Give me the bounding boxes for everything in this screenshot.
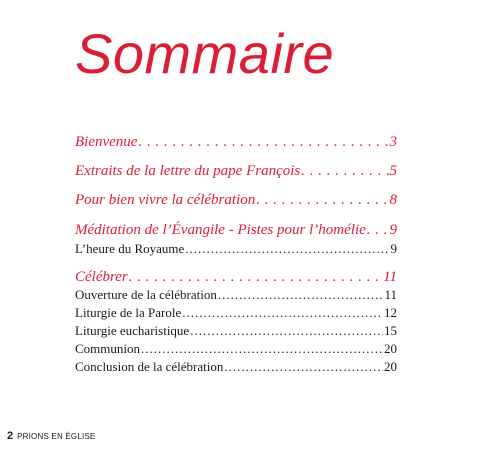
toc-entry-extraits[interactable] xyxy=(75,163,397,180)
dot-leader xyxy=(141,341,383,357)
toc-entry-label: Pour bien vivre la célébration xyxy=(75,192,256,208)
toc-entry-label: Célébrer xyxy=(75,269,128,285)
toc-entry-page: 12 xyxy=(384,305,397,320)
toc-entry-page: 20 xyxy=(384,341,397,356)
toc-entry-page: 15 xyxy=(384,323,397,338)
toc-entry-label: Liturgie de la Parole xyxy=(75,305,182,320)
toc-entry-page: 3 xyxy=(389,134,397,150)
toc-subentry-ouverture[interactable] xyxy=(75,287,397,303)
toc-entry-pour-bien-vivre[interactable] xyxy=(75,192,397,209)
toc-entry-label: Extraits de la lettre du pape François xyxy=(75,163,301,179)
dot-leader xyxy=(256,192,388,209)
toc-entry-bienvenue[interactable] xyxy=(75,134,397,151)
toc-entry-label: Bienvenue xyxy=(75,134,138,150)
dot-leader xyxy=(301,163,388,180)
toc-entry-label: Ouverture de la célébration xyxy=(75,287,217,302)
toc-subentry-liturgie-eucharistique[interactable] xyxy=(75,323,397,339)
dot-leader xyxy=(190,323,383,339)
toc-entry-page: 11 xyxy=(384,287,397,302)
dot-leader xyxy=(182,305,383,321)
dot-leader xyxy=(224,359,383,375)
toc-entry-page: 11 xyxy=(383,269,397,285)
toc-entry-label: L’heure du Royaume xyxy=(75,241,185,256)
toc-entry-page: 9 xyxy=(389,222,397,238)
dot-leader xyxy=(185,241,389,257)
publication-name: PRIONS EN ÉGLISE xyxy=(17,432,96,441)
dot-leader xyxy=(129,269,382,286)
dot-leader xyxy=(218,287,384,303)
dot-leader xyxy=(138,134,388,151)
page-footer xyxy=(7,430,95,442)
toc-entry-page: 9 xyxy=(390,241,397,256)
toc-entry-meditation[interactable] xyxy=(75,222,397,239)
toc-entry-label: Conclusion de la célébration xyxy=(75,359,224,374)
toc-entry-celebrer[interactable] xyxy=(75,269,397,286)
page-title: Sommaire xyxy=(75,22,335,85)
toc-entry-label: Méditation de l’Évangile - Pistes pour l’homélie xyxy=(75,222,366,238)
page-number: 2 xyxy=(7,430,14,442)
toc-subentry-conclusion[interactable] xyxy=(75,359,397,375)
toc-entry-page: 8 xyxy=(389,192,397,208)
toc-entry-label: Communion xyxy=(75,341,141,356)
toc-entry-page: 5 xyxy=(389,163,397,179)
dot-leader xyxy=(367,222,389,239)
toc-entry-label: Liturgie eucharistique xyxy=(75,323,190,338)
toc-subentry-liturgie-parole[interactable] xyxy=(75,305,397,321)
toc-subentry-communion[interactable] xyxy=(75,341,397,357)
toc-entry-page: 20 xyxy=(384,359,397,374)
toc-subentry-heure-du-royaume[interactable] xyxy=(75,241,397,257)
